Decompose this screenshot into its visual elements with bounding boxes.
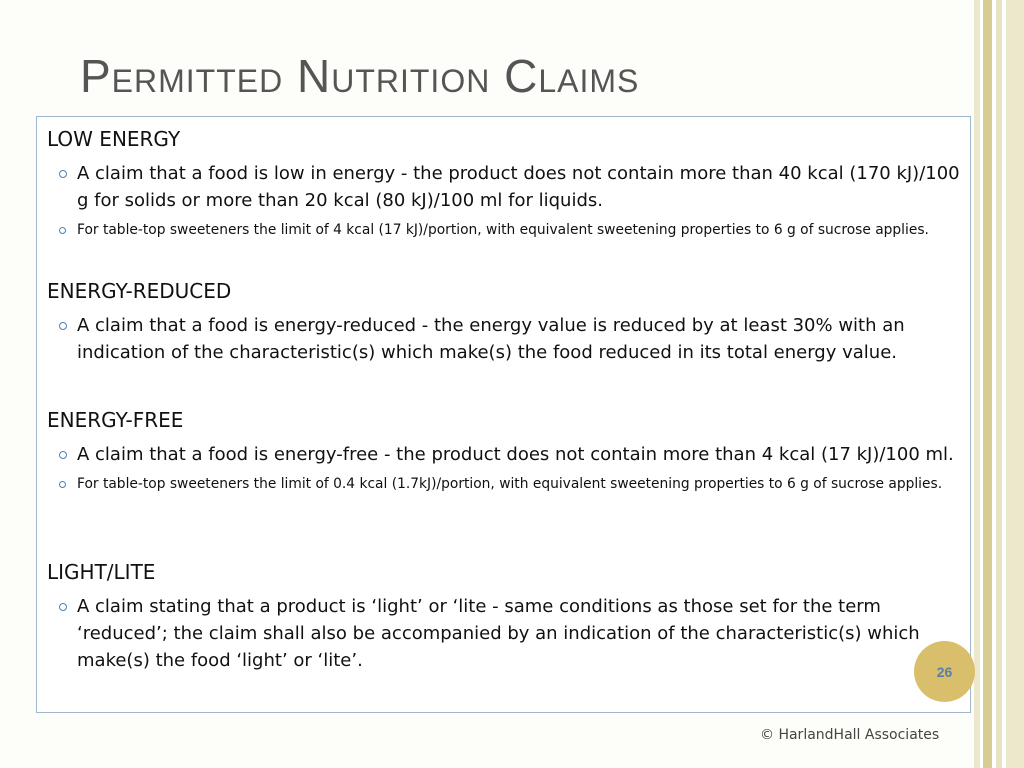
- bullet-icon: [59, 227, 66, 234]
- bullet-text: For table-top sweeteners the limit of 0.4 kcal (1.7kJ)/portion, with equivalent sweetening properties to 6 g of sucrose applies.: [77, 476, 943, 492]
- bullet-icon: [59, 170, 67, 178]
- bullet-text: A claim that a food is energy-free - the product does not contain more than 4 kcal (17 kJ)/100 ml.: [77, 444, 954, 465]
- section-light-lite: [47, 560, 960, 674]
- bullet-icon: [59, 481, 66, 488]
- section-energy-free: [47, 408, 960, 494]
- bullet-text: For table-top sweeteners the limit of 4 kcal (17 kJ)/portion, with equivalent sweetening properties to 6 g of sucrose applies.: [77, 222, 929, 238]
- bullet-item: [47, 441, 960, 468]
- section-energy-reduced: [47, 279, 960, 366]
- decorative-stripes: [974, 0, 1024, 768]
- bullet-icon: [59, 603, 67, 611]
- bullet-text: A claim stating that a product is ‘light’ or ‘lite - same conditions as those set for the term ‘reduced’; the claim shall also be accompanied by an indication of the characteristic(s) which make(s) the food ‘light’ or ‘lite’.: [77, 596, 920, 671]
- section-heading: LOW ENERGY: [47, 127, 181, 151]
- section-heading: ENERGY-REDUCED: [47, 279, 232, 303]
- bullet-item-small: [47, 220, 960, 240]
- bullet-item: [47, 160, 960, 214]
- bullet-icon: [59, 451, 67, 459]
- bullet-item-small: [47, 474, 960, 494]
- section-heading: ENERGY-FREE: [47, 408, 184, 432]
- bullet-item: [47, 312, 960, 366]
- copyright-footer: © HarlandHall Associates: [760, 727, 940, 743]
- page-number-badge: 26: [914, 641, 975, 702]
- slide-title: Permitted Nutrition Claims: [80, 50, 640, 102]
- bullet-icon: [59, 322, 67, 330]
- section-low-energy: [47, 127, 960, 240]
- bullet-text: A claim that a food is energy-reduced - the energy value is reduced by at least 30% with an indication of the characteristic(s) which make(s) the food reduced in its total energy value.: [77, 315, 905, 363]
- bullet-item: [47, 593, 960, 674]
- content-box: [36, 116, 971, 713]
- section-heading: LIGHT/LITE: [47, 560, 156, 584]
- bullet-text: A claim that a food is low in energy - the product does not contain more than 40 kcal (170 kJ)/100 g for solids or more than 20 kcal (80 kJ)/100 ml for liquids.: [77, 163, 960, 211]
